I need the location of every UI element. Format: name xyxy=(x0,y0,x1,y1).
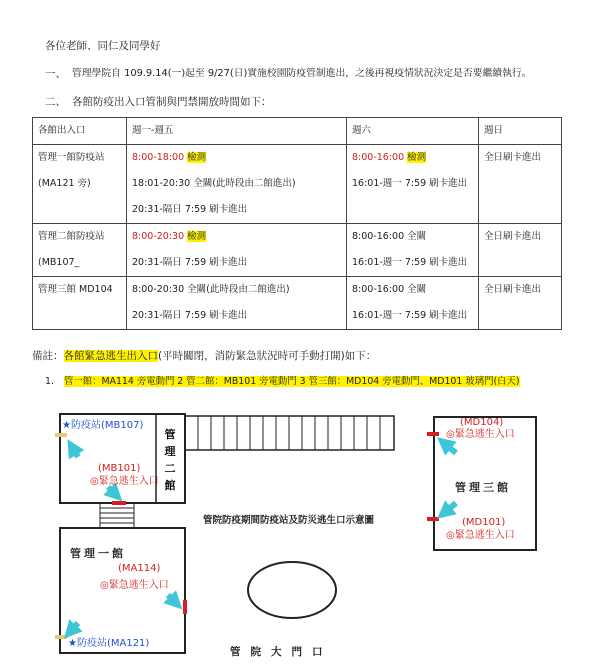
header-sunday: 週日 xyxy=(479,118,562,145)
check-tag: 檢測 xyxy=(187,152,207,163)
item2-text: 各館防疫出入口管制與門禁開放時間如下： xyxy=(72,96,272,108)
item2-number: 二、 xyxy=(45,96,66,108)
table-row xyxy=(33,277,562,330)
note-line xyxy=(32,350,376,363)
arrow-md104 xyxy=(444,443,456,453)
header-weekday: 週一-週五 xyxy=(127,118,347,145)
exit-ma114-marker xyxy=(183,600,187,614)
exits-line xyxy=(45,376,520,387)
staircase xyxy=(185,416,394,450)
header-saturday: 週六 xyxy=(347,118,479,145)
row3-entrance: 管理三館 MD104 xyxy=(33,277,127,330)
plaza-oval xyxy=(248,562,336,618)
arrow-md101 xyxy=(444,503,456,513)
exit-md101-code: (MD101) xyxy=(462,517,506,528)
check-time: 8:00-16:00 xyxy=(352,152,405,163)
exit-mb101-marker xyxy=(112,501,126,505)
building-3-title: 管理三館 xyxy=(455,481,511,494)
greeting: 各位老師、同仁及同學好 xyxy=(45,40,161,52)
arrow-ma114 xyxy=(168,595,176,603)
exit-md104-label: ◎緊急逃生入口 xyxy=(446,429,515,440)
item1-text: 管理學院自 109.9.14(一)起至 9/27(日)實施校園防疫管制進出，之後再視疫情狀況決定是否要繼續執行。 xyxy=(72,68,532,79)
table-row xyxy=(33,145,562,224)
table-row xyxy=(33,224,562,277)
exits-text: 管一館：MA114 旁電動門 2 管二館：MB101 旁電動門 3 管三館：MD104 旁電動門、MD101 玻璃門(白天) xyxy=(63,376,520,387)
header-entrance: 各館出入口 xyxy=(33,118,127,145)
row3-saturday: 8:00-16:00 全關 16:01-週一 7:59 刷卡進出 xyxy=(347,277,479,330)
exit-md101-label: ◎緊急逃生入口 xyxy=(446,530,515,541)
arrow-mb101 xyxy=(108,487,116,495)
main-gate-label: 管院大門口 xyxy=(230,646,333,658)
exit-ma114-code: (MA114) xyxy=(118,563,161,574)
note-highlight: 各館緊急逃生出入口 xyxy=(63,350,158,362)
exit-md104-marker xyxy=(427,432,439,436)
exit-mb101-code: (MB101) xyxy=(98,463,141,474)
station-mb107-label: ★防疫站(MB107) xyxy=(62,420,144,431)
row1-sunday: 全日刷卡進出 xyxy=(479,145,562,224)
connector-stairs xyxy=(100,503,134,528)
station-ma121-label: ★防疫站(MA121) xyxy=(68,638,150,649)
row3-sunday: 全日刷卡進出 xyxy=(479,277,562,330)
row1-entrance: 管理一館防疫站 (MA121 旁) xyxy=(33,145,127,224)
row2-entrance: 管理二館防疫站 (MB107_ xyxy=(33,224,127,277)
row1-saturday: 8:00-16:00 檢測 16:01-週一 7:59 刷卡進出 xyxy=(347,145,479,224)
table-header-row xyxy=(33,118,562,145)
map-caption: 管院防疫期間防疫站及防災逃生口示意圖 xyxy=(203,515,375,526)
exits-number: 1. xyxy=(45,376,54,387)
building-1-title: 管理一館 xyxy=(70,547,126,560)
row2-weekday: 8:00-20:30 檢測 20:31-隔日 7:59 刷卡進出 xyxy=(127,224,347,277)
check-time: 8:00-18:00 xyxy=(132,152,185,163)
schedule-table xyxy=(32,117,562,330)
row1-weekday: 8:00-18:00 檢測 18:01-20:30 全關(此時段由二館進出) 20:31-隔日 7:59 刷卡進出 xyxy=(127,145,347,224)
station-mb107-marker xyxy=(55,433,67,437)
item1-number: 一、 xyxy=(45,68,66,80)
row3-weekday: 8:00-20:30 全關(此時段由二館進出) 20:31-隔日 7:59 刷卡進出 xyxy=(127,277,347,330)
note-prefix: 備註： xyxy=(32,350,64,362)
exit-ma114-label: ◎緊急逃生入口 xyxy=(100,580,169,591)
row2-saturday: 8:00-16:00 全關 16:01-週一 7:59 刷卡進出 xyxy=(347,224,479,277)
check-time: 8:00-20:30 xyxy=(132,231,185,242)
row2-sunday: 全日刷卡進出 xyxy=(479,224,562,277)
check-tag: 檢測 xyxy=(407,152,427,163)
exit-md104-code: (MD104) xyxy=(460,417,504,428)
station-ma121-marker xyxy=(55,635,67,639)
arrow-ma121 xyxy=(70,623,78,632)
arrow-mb107 xyxy=(72,447,78,457)
note-suffix: (平時關閉，消防緊急狀況時可手動打開)如下： xyxy=(158,350,377,362)
building-2-title: 管理二館 xyxy=(164,428,176,492)
check-tag: 檢測 xyxy=(187,231,207,242)
exit-mb101-label: ◎緊急逃生入口 xyxy=(90,476,159,487)
exit-md101-marker xyxy=(427,517,439,521)
